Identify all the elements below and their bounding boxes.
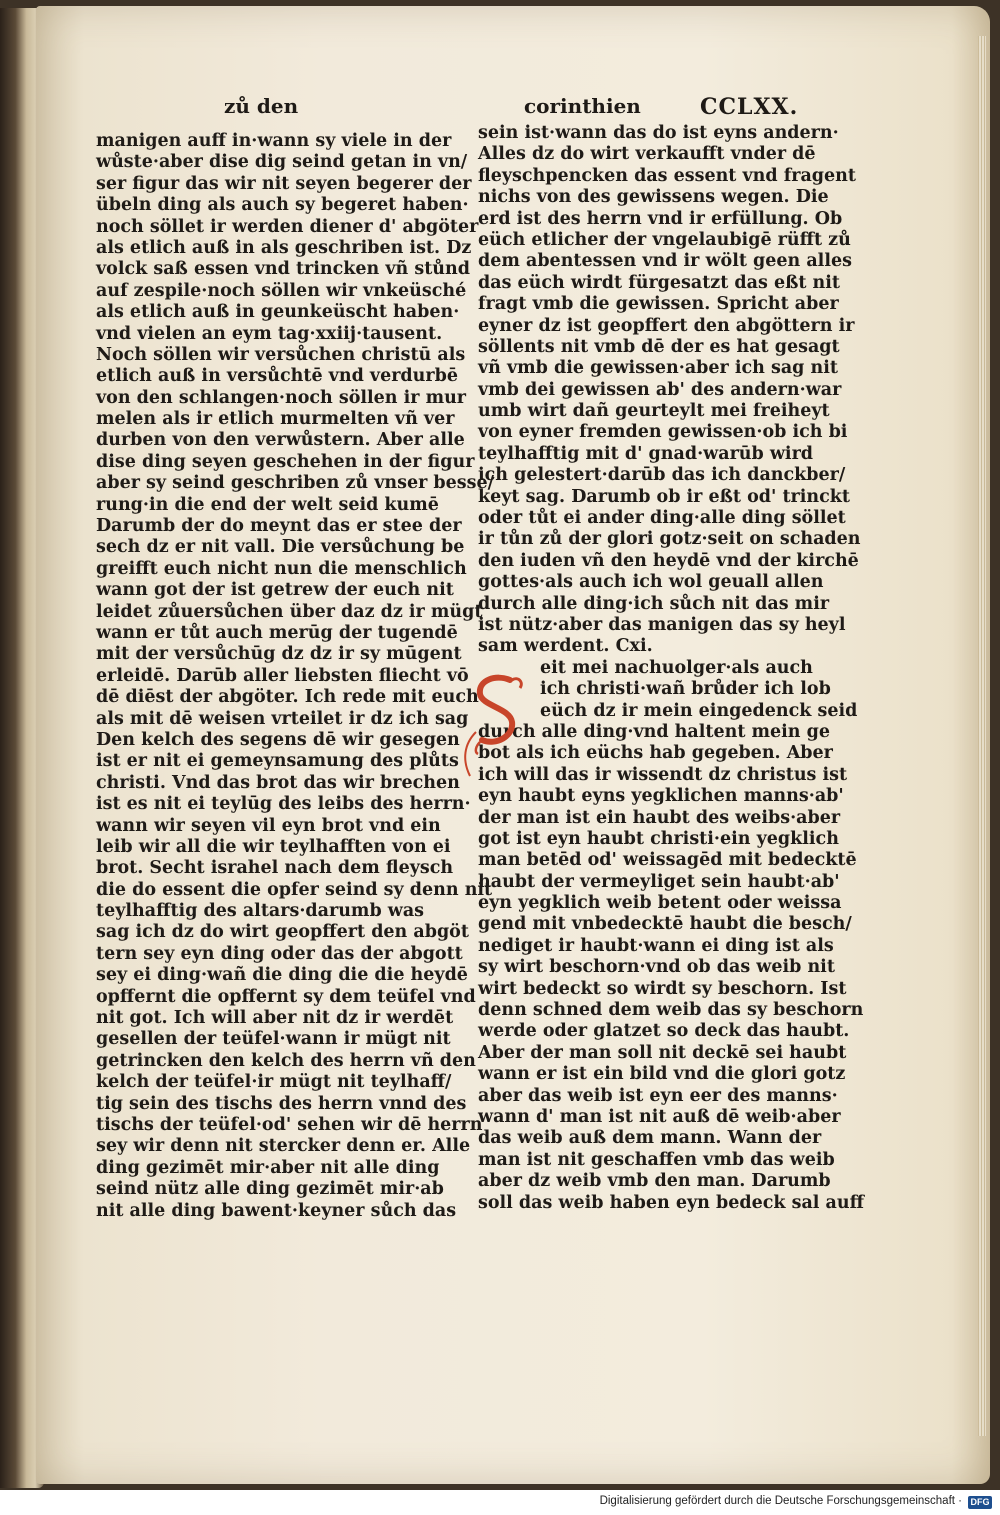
text-line: gend mit vnbedecktē haubt die besch/: [478, 914, 852, 935]
text-line: auf zespile·noch söllen wir vnkeüsché: [96, 280, 467, 301]
text-line: die do essent die opfer seind sy denn nit: [96, 879, 493, 900]
text-line: man betēd od' weissagēd mit bedecktē: [478, 850, 857, 871]
margin-flourish-icon: [456, 730, 486, 780]
text-line: manigen auff in·wann sy viele in der: [96, 131, 452, 151]
text-line: fragt vmb die gewissen. Spricht aber: [478, 294, 839, 315]
text-line: fleyschpencken das essent vnd fragent: [478, 165, 856, 186]
text-line: ist er nit ei gemeynsamung des plůts: [96, 751, 459, 772]
text-line: wann er ist ein bild vnd die glori gotz: [478, 1064, 846, 1085]
page-edge-stack: [978, 36, 986, 1436]
text-line: teylhafftig des altars·darumb was: [96, 901, 425, 922]
text-line: rung·in die end der welt seid kumē: [96, 494, 439, 515]
text-line: der man ist ein haubt des weibs·aber: [478, 807, 841, 828]
running-title-left: zů den: [224, 94, 299, 118]
text-line: eyn yegklich weib betent oder weissa: [478, 893, 842, 914]
running-title-center: corinthien: [524, 94, 641, 118]
text-line: aber das weib ist eyn eer des manns·: [478, 1085, 838, 1106]
text-line: aber dz weib vmb den man. Darumb: [478, 1171, 831, 1192]
text-line: eit mei nachuolger·als auch: [540, 657, 813, 678]
text-line: Darumb der do meynt das er stee der: [96, 516, 462, 537]
text-line: tischs der teüfel·od' sehen wir dē herrn: [96, 1114, 483, 1135]
text-line: leib wir all die wir teylhafften von ei: [96, 836, 451, 857]
text-line: soll das weib haben eyn bedeck sal auff: [478, 1192, 864, 1213]
text-line: christi. Vnd das brot das wir brechen: [96, 772, 460, 793]
text-line: wann d' man ist nit auß dē weib·aber: [478, 1106, 841, 1127]
text-line: wann er tůt auch merūg der tugendē: [96, 622, 458, 643]
text-line: teylhafftig mit d' gnad·warūb wird: [478, 443, 814, 464]
text-line: noch söllet ir werden diener d' abgöter: [96, 216, 479, 237]
text-line: wann got der ist getrew der euch nit: [96, 580, 454, 601]
text-line: vmb dei gewissen ab' des andern·war: [478, 379, 842, 400]
text-line: sech dz er nit vall. Die versůchung be: [96, 537, 465, 558]
text-line: den iuden vñ den heydē vnd der kirchē: [478, 550, 859, 571]
text-line: oder tůt ei ander ding·alle ding söllet: [478, 508, 846, 529]
text-line: wůste·aber dise dig seind getan in vn/: [96, 152, 468, 173]
text-line: eüch dz ir mein eingedenck seid: [540, 700, 858, 721]
text-line: umb wirt dañ geurteylt mei freiheyt: [478, 401, 830, 422]
text-line: greifft euch nicht nun die menschlich: [96, 558, 467, 579]
text-line: opffernt die opffernt sy dem teüfel vnd: [96, 986, 476, 1007]
text-line: sey ei ding·wañ die ding die die heydē: [96, 965, 468, 986]
folio-number: CCLXX.: [700, 94, 799, 120]
text-line: dise ding seyen geschehen in der figur: [96, 451, 475, 472]
text-line: kelch der teüfel·ir mügt nit teylhaff/: [96, 1072, 452, 1093]
text-line: denn schned dem weib das sy beschorn: [478, 1000, 864, 1021]
text-line: gottes·als auch ich wol geuall allen: [478, 572, 824, 593]
text-line: sam werdent. Cxi.: [478, 636, 653, 657]
text-line: leidet zůuersůchen über daz dz ir mügt: [96, 601, 483, 622]
right-text-column: [478, 123, 864, 1214]
text-line: gesellen der teüfel·wann ir mügt nit: [96, 1029, 451, 1050]
text-line: ding gezimēt mir·aber nit alle ding: [96, 1157, 440, 1178]
text-line: Aber der man soll nit deckē sei haubt: [478, 1042, 847, 1063]
text-line: wann wir seyen vil eyn brot vnd ein: [96, 815, 441, 836]
text-line: aber sy seind geschriben zů vnser besse/: [96, 473, 495, 494]
text-line: vñ vmb die gewissen·aber ich sag nit: [478, 358, 838, 379]
text-line: Den kelch des segens dē wir gesegen: [96, 729, 460, 750]
text-line: von den schlangen·noch söllen ir mur: [96, 387, 467, 408]
text-line: tig sein des tischs des herrn vnnd des: [96, 1093, 467, 1114]
text-line: erd ist des herrn vnd ir erfüllung. Ob: [478, 208, 843, 229]
text-line: ser figur das wir nit seyen begerer der: [96, 173, 472, 194]
text-line: von eyner fremden gewissen·ob ich bi: [478, 422, 848, 443]
text-line: das weib auß dem mann. Wann der: [478, 1128, 822, 1149]
text-line: Alles dz do wirt verkaufft vnder dē: [478, 144, 816, 165]
text-line: durch alle ding·ich sůch nit das mir: [478, 593, 830, 614]
text-line: ich christi·wañ brůder ich lob: [540, 679, 831, 700]
text-line: sy wirt beschorn·vnd ob das weib nit: [478, 957, 835, 978]
text-line: keyt sag. Darumb ob ir eßt od' trinckt: [478, 486, 850, 507]
text-line: eyn haubt eyns yegklichen manns·ab': [478, 786, 844, 807]
text-line: eyner dz ist geopffert den abgöttern ir: [478, 315, 855, 336]
text-line: dē diēst der abgöter. Ich rede mit euch: [96, 687, 479, 708]
text-line: nichs von des gewissens wegen. Die: [478, 187, 829, 208]
text-line: wirt bedeckt so wirdt sy beschorn. Ist: [478, 978, 847, 999]
text-line: das eüch wirdt fürgesatzt das eßt nit: [478, 272, 841, 293]
text-line: ist es nit ei teylūg des leibs des herrn·: [96, 794, 471, 815]
text-line: nit got. Ich will aber nit dz ir werdēt: [96, 1008, 454, 1029]
text-line: melen als ir etlich murmelten vñ ver: [96, 409, 455, 430]
text-line: got ist eyn haubt christi·ein yegklich: [478, 828, 839, 849]
text-line: als etlich auß in als geschriben ist. Dz: [96, 237, 472, 258]
text-line: dem abentessen vnd ir wölt geen alles: [478, 251, 852, 272]
text-line: ich gelestert·darūb das ich danckber/: [478, 465, 846, 486]
text-line: ir tůn zů der glori gotz·seit on schaden: [478, 529, 861, 550]
dfg-logo: DFG: [968, 1496, 992, 1509]
text-line: durch alle ding·vnd haltent mein ge: [478, 721, 830, 742]
text-line: als mit dē weisen vrteilet ir dz ich sag: [96, 708, 469, 729]
text-line: sein ist·wann das do ist eyns andern·: [478, 123, 839, 143]
text-line: sey wir denn nit stercker denn er. Alle: [96, 1136, 471, 1157]
text-line: getrincken den kelch des herrn vñ den: [96, 1050, 476, 1071]
text-line: nediget ir haubt·wann ei ding ist als: [478, 935, 834, 956]
text-line: seind nütz alle ding gezimēt mir·ab: [96, 1179, 444, 1200]
text-line: werde oder glatzet so deck das haubt.: [478, 1021, 850, 1042]
text-line: tern sey eyn ding oder das der abgott: [96, 943, 463, 964]
left-text-column: [96, 131, 495, 1222]
text-line: Noch söllen wir versůchen christū als: [96, 344, 466, 365]
footer-credit: Digitalisierung gefördert durch die Deutsche Forschungsgemeinschaft ·: [599, 1495, 962, 1507]
text-line: übeln ding als auch sy begeret haben·: [96, 195, 469, 216]
text-line: bot als ich eüchs hab gegeben. Aber: [478, 743, 833, 764]
text-line: söllents nit vmb dē der es hat gesagt: [478, 336, 840, 357]
text-line: mit der versůchūg dz dz ir sy mūgent: [96, 644, 462, 665]
text-line: eüch etlicher der vngelaubigē rüfft zů: [478, 229, 851, 250]
text-line: haubt der vermeyliget sein haubt·ab': [478, 871, 840, 892]
text-line: ist nütz·aber das manigen das sy heyl: [478, 614, 846, 635]
text-line: volck saß essen vnd trincken vñ stůnd: [96, 259, 470, 280]
text-line: etlich auß in versůchtē vnd verdurbē: [96, 366, 458, 387]
text-line: brot. Secht israhel nach dem fleysch: [96, 858, 454, 879]
text-line: erleidē. Darūb aller liebsten fliecht vō: [96, 665, 469, 686]
text-line: man ist nit geschaffen vmb das weib: [478, 1149, 835, 1170]
text-line: ich will das ir wissendt dz christus ist: [478, 764, 848, 785]
text-line: vnd vielen an eym tag·xxiij·tausent.: [96, 323, 443, 344]
text-line: als etlich auß in geunkeüscht haben·: [96, 302, 460, 323]
text-line: nit alle ding bawent·keyner sůch das: [96, 1200, 457, 1221]
text-line: durben von den verwůstern. Aber alle: [96, 430, 465, 451]
text-line: sag ich dz do wirt geopffert den abgöt: [96, 922, 469, 943]
digitization-footer: [0, 1490, 1000, 1515]
